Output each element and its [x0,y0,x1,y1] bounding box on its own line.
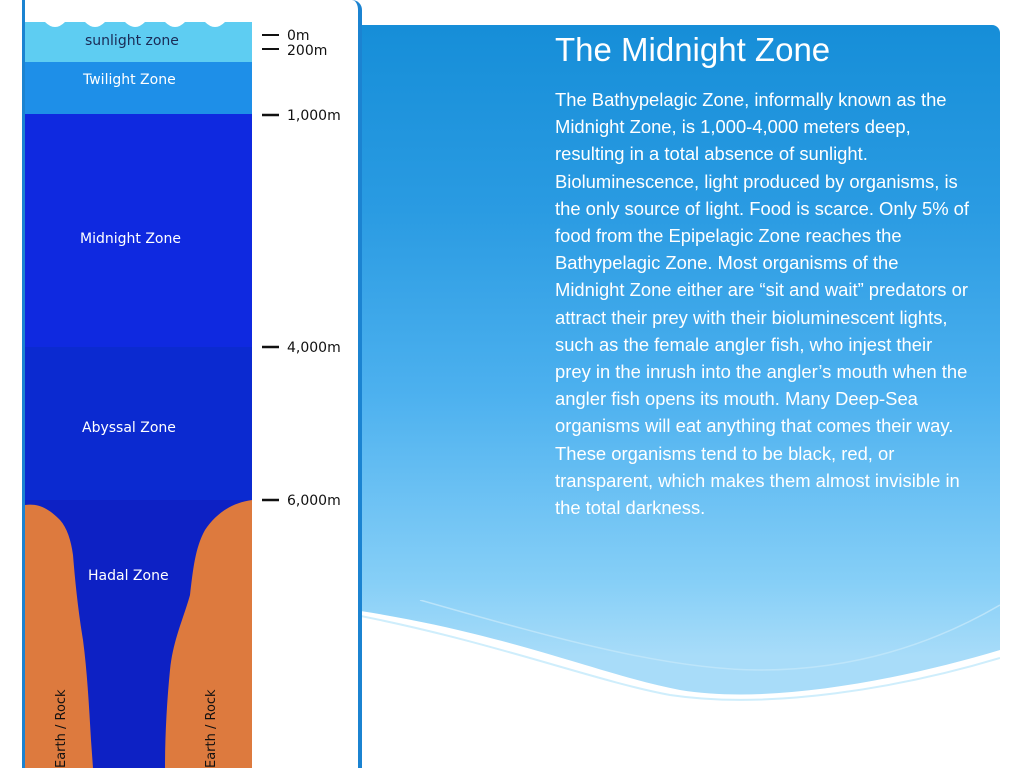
depth-label-4000m: 4,000m [287,340,341,356]
zone-label-sunlight: sunlight zone [85,33,179,49]
zone-band-twilight [25,62,252,114]
zone-label-midnight: Midnight Zone [80,231,181,247]
depth-label-1000m: 1,000m [287,108,341,124]
zone-label-hadal: Hadal Zone [88,568,169,584]
slide-body-text: The Bathypelagic Zone, informally known as the Midnight Zone, is 1,000-4,000 meters deep, resulting in a total absence of sunlight. Bioluminescence, light produced by organisms, is the only source of light. Food is scarce. Only 5% of food from the Epipelagic Zone reaches the Bathypelagic Zone. Most organisms of the Midnight Zone either are “sit and wait” predators or attract their prey with their bioluminescent lights, such as the female angler fish, who injest their prey in the inrush into the angler’s mouth when the angler fish opens its mouth. Many Deep-Sea organisms will eat anything that comes their way. These organisms tend to be black, red, or transparent, which makes them almost invisible in the total darkness. [555,89,969,519]
rock-label-right: Earth / Rock [204,689,219,768]
ocean-zones-diagram [22,0,362,768]
wave-decoration [340,600,1000,768]
zone-label-abyssal: Abyssal Zone [82,420,176,436]
depth-label-6000m: 6,000m [287,493,341,509]
zone-label-twilight: Twilight Zone [83,72,176,88]
depth-label-0m: 0m [287,28,310,44]
surface-wave [25,0,252,27]
rock-label-left: Earth / Rock [54,689,69,768]
depth-label-200m: 200m [287,43,328,59]
slide-title: The Midnight Zone [555,31,831,68]
